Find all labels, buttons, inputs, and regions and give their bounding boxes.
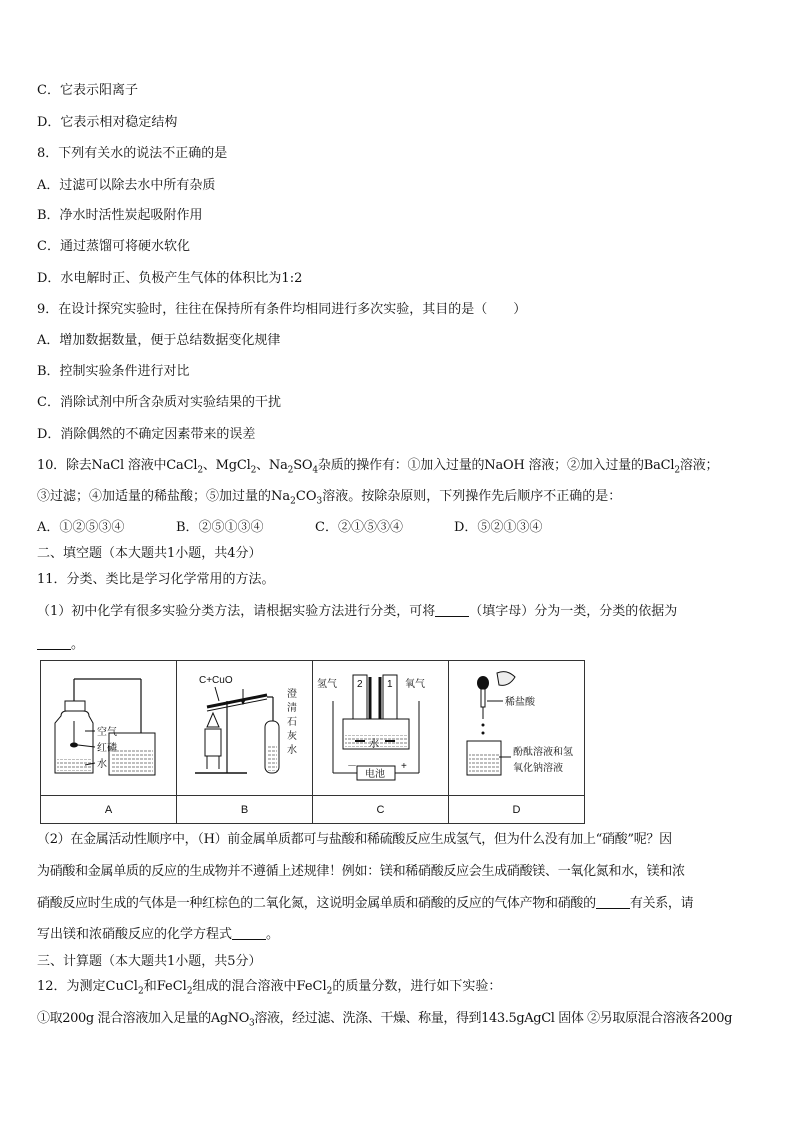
- section-2-heading: 二、填空题（本大题共1小题，共4分）: [37, 546, 262, 561]
- figure-label-c: C: [313, 796, 449, 824]
- tube-mark-1: 1: [387, 679, 393, 690]
- label-dilute-hcl: 稀盐酸: [505, 697, 535, 708]
- figure-d-cell: [449, 661, 585, 796]
- q8-option-c: C．通过蒸馏可将硬水软化: [37, 239, 190, 254]
- q10-stem-line2: ③过滤；④加适量的稀盐酸；⑤加过量的$Na_2CO_3$溶液。按除杂原则，下列操作先后顺序不正确的是：: [37, 489, 622, 507]
- q9-option-c: C．消除试剂中所含杂质对实验结果的干扰: [37, 395, 281, 410]
- label-water: 水: [97, 759, 107, 770]
- label-hydrogen: 氢气: [317, 679, 337, 690]
- figure-label-a: A: [41, 796, 177, 824]
- q11-part1: （1）初中化学有很多实验分类方法，请根据实验方法进行分类，可将 （填字母）分为一类，分类的依据为: [37, 604, 678, 619]
- q8-option-b: B．净水时活性炭起吸附作用: [37, 208, 203, 223]
- tube-mark-2: 2: [357, 679, 363, 690]
- figure-b-cell: [177, 661, 313, 796]
- q9-option-b: B．控制实验条件进行对比: [37, 364, 190, 379]
- q8-option-d: D．水电解时正、负极产生气体的体积比为1:2: [37, 271, 303, 286]
- answer-blank[interactable]: [37, 637, 71, 650]
- label-oxygen: 氧气: [405, 679, 425, 690]
- figure-a-cell: [41, 661, 177, 796]
- battery-positive: +: [401, 761, 407, 772]
- q10-option-d: D．⑤②①③④: [454, 520, 543, 535]
- q10-option-c: C．②①⑤③④: [315, 520, 403, 535]
- q9-stem: 9．在设计探究实验时，往往在保持所有条件均相同进行多次实验，其目的是（ ）: [37, 302, 527, 317]
- q7-option-d: D．它表示相对稳定结构: [37, 115, 178, 130]
- q9-option-a: A．增加数据数量，便于总结数据变化规律: [37, 333, 281, 348]
- label-c-cuo: C+CuO: [199, 675, 233, 686]
- figure-c-cell: [313, 661, 449, 796]
- figure-label-b: B: [177, 796, 313, 824]
- label-red-phosphorus: 红磷: [97, 743, 117, 754]
- label-phenolphthalein-2: 氧化钠溶液: [513, 763, 563, 774]
- q10-stem-line1: 10．除去NaCl 溶液中CaCl$_2$、MgCl$_2$、$Na_2SO_4$杂质的操作有：①加入过量的NaOH 溶液；②加入过量的BaCl$_2$溶液；: [37, 458, 719, 476]
- answer-blank[interactable]: [232, 927, 266, 940]
- q11-part2-line4: 写出镁和浓硝酸反应的化学方程式 。: [37, 927, 280, 942]
- q11-part1-end: 。: [37, 636, 84, 654]
- q12-stem: 12．为测定CuCl$_2$和FeCl$_2$组成的混合溶液中FeCl$_2$的质量分数，进行如下实验：: [37, 979, 502, 997]
- q10-option-a: A．①②⑤③④: [37, 520, 125, 535]
- label-air: 空气: [97, 727, 117, 738]
- q10-option-b: B．②⑤①③④: [176, 520, 264, 535]
- carbon-reduces-copper-oxide-apparatus: [177, 661, 312, 791]
- battery-negative: －: [347, 761, 357, 772]
- acid-base-neutralization-apparatus: [449, 661, 584, 791]
- q9-option-d: D．消除偶然的不确定因素带来的误差: [37, 427, 256, 442]
- label-lime-water-5: 水: [287, 745, 297, 756]
- section-3-heading: 三、计算题（本大题共1小题，共5分）: [37, 954, 262, 969]
- q11-part2-line3: 硝酸反应时生成的气体是一种红棕色的二氧化氮，这说明金属单质和硝酸的反应的气体产物和硝酸的 有关系，请: [37, 896, 694, 911]
- label-lime-water-4: 灰: [287, 731, 297, 742]
- label-battery: 电池: [365, 769, 385, 780]
- experiment-figure-table: [40, 660, 585, 824]
- label-phenolphthalein-1: 酚酞溶液和氢: [513, 747, 573, 758]
- q11-part2-line1: （2）在金属活动性顺序中，（H）前金属单质都可与盐酸和稀硫酸反应生成氢气，但为什么没有加上“硝酸”呢？因: [37, 832, 672, 847]
- label-water-c: 水: [369, 739, 379, 750]
- label-lime-water-1: 澄: [287, 689, 297, 700]
- q12-step1: ①取200g 混合溶液加入足量的AgNO$_3$溶液，经过滤、洗涤、干燥、称量，得到143.5gAgCl 固体 ②另取原混合溶液各200g: [37, 1011, 733, 1029]
- answer-blank[interactable]: [435, 604, 469, 617]
- label-lime-water-3: 石: [287, 717, 297, 728]
- q10-options: [37, 519, 542, 537]
- phosphorus-combustion-apparatus: [41, 661, 176, 791]
- q8-option-a: A．过滤可以除去水中所有杂质: [37, 178, 216, 193]
- q7-option-c: C．它表示阳离子: [37, 83, 138, 98]
- answer-blank[interactable]: [596, 896, 630, 909]
- q11-stem: 11．分类、类比是学习化学常用的方法。: [37, 572, 275, 587]
- q11-part2-line2: 为硝酸和金属单质的反应的生成物并不遵循上述规律！例如：镁和稀硝酸反应会生成硝酸镁、一氧化氮和水，镁和浓: [37, 864, 685, 879]
- label-lime-water-2: 清: [287, 703, 297, 714]
- q8-stem: 8．下列有关水的说法不正确的是: [37, 146, 228, 161]
- figure-label-d: D: [449, 796, 585, 824]
- water-electrolysis-apparatus: [313, 661, 448, 791]
